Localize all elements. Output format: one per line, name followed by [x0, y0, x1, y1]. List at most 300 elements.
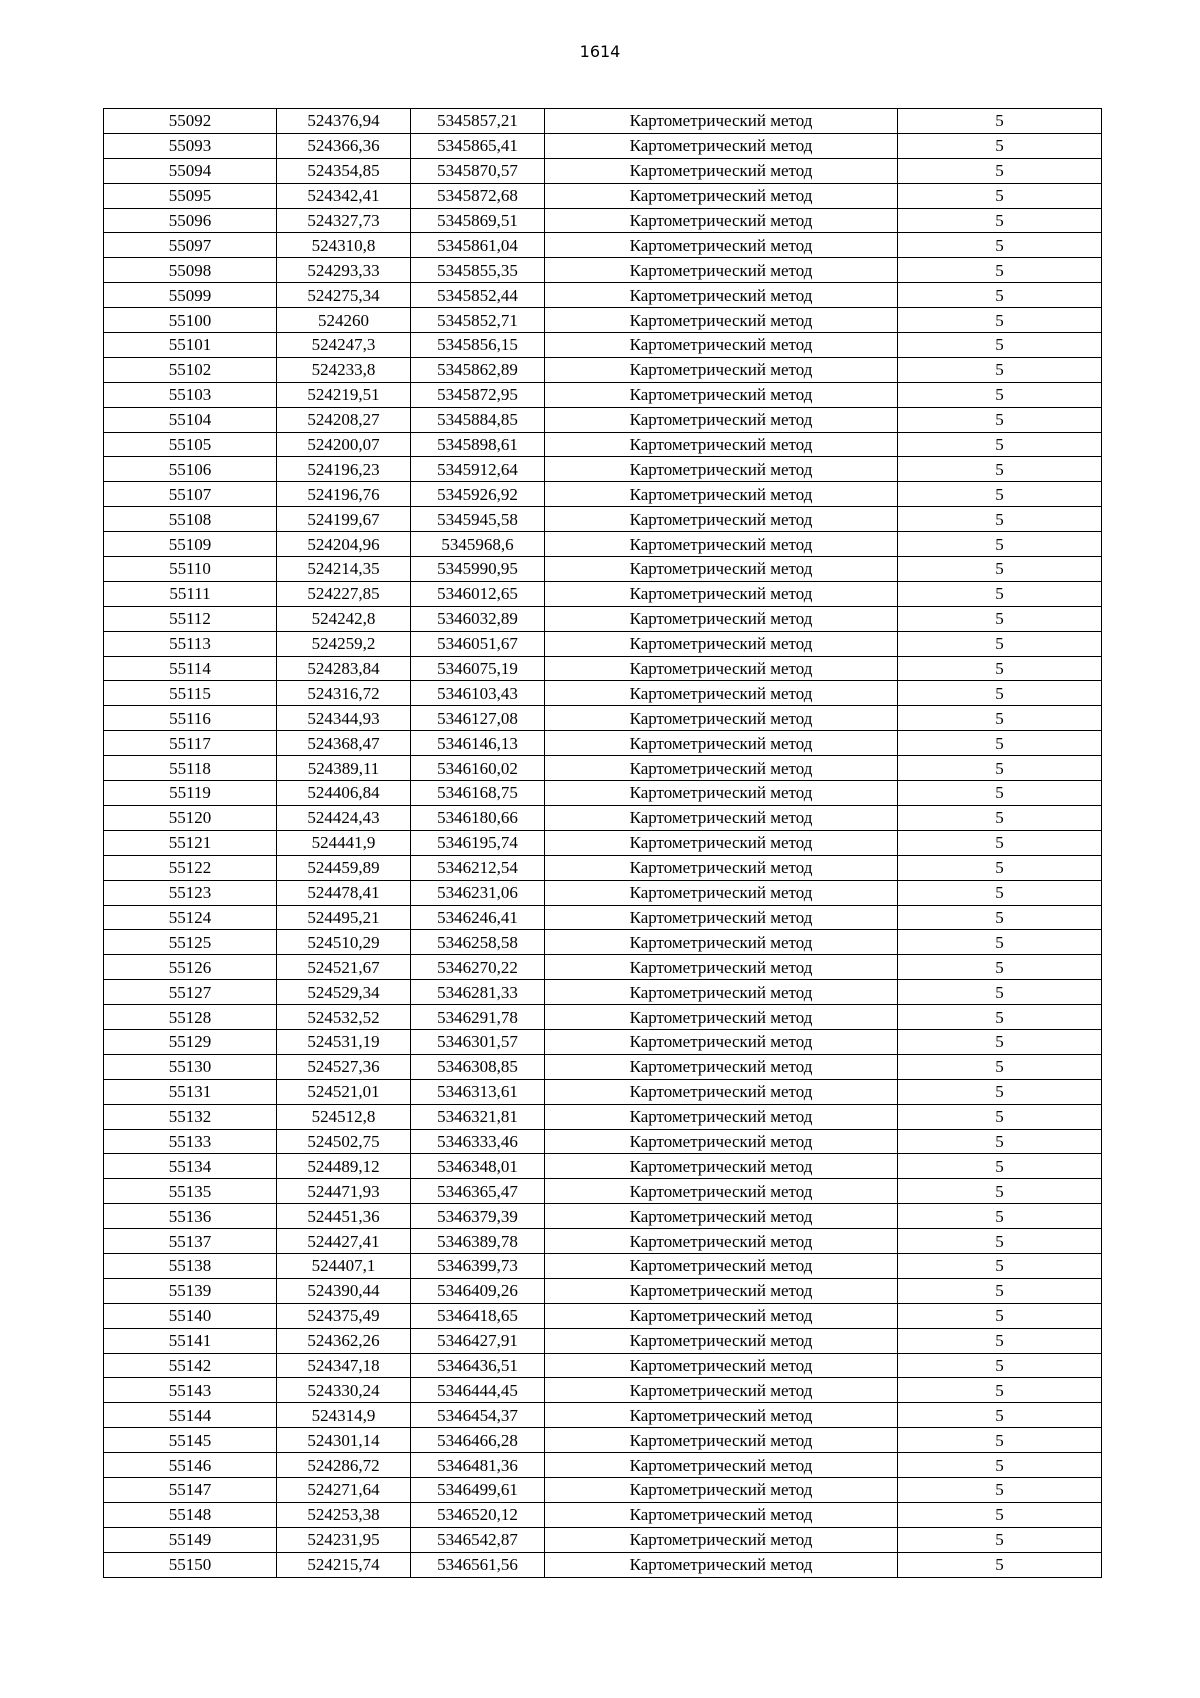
x-coordinate-cell: 524510,29 [277, 930, 411, 955]
y-coordinate-cell: 5346321,81 [411, 1104, 545, 1129]
accuracy-cell: 5 [898, 432, 1102, 457]
point-number-cell: 55122 [104, 855, 277, 880]
point-number-cell: 55136 [104, 1204, 277, 1229]
x-coordinate-cell: 524215,74 [277, 1552, 411, 1577]
table-row [104, 283, 1102, 308]
method-cell: Картометрический метод [545, 1502, 898, 1527]
point-number-cell: 55150 [104, 1552, 277, 1577]
x-coordinate-cell: 524196,23 [277, 457, 411, 482]
point-number-cell: 55114 [104, 656, 277, 681]
x-coordinate-cell: 524478,41 [277, 880, 411, 905]
x-coordinate-cell: 524233,8 [277, 357, 411, 382]
method-cell: Картометрический метод [545, 158, 898, 183]
method-cell: Картометрический метод [545, 781, 898, 806]
point-number-cell: 55098 [104, 258, 277, 283]
accuracy-cell: 5 [898, 905, 1102, 930]
accuracy-cell: 5 [898, 1552, 1102, 1577]
table-row [104, 109, 1102, 134]
method-cell: Картометрический метод [545, 830, 898, 855]
point-number-cell: 55128 [104, 1005, 277, 1030]
x-coordinate-cell: 524199,67 [277, 507, 411, 532]
method-cell: Картометрический метод [545, 631, 898, 656]
method-cell: Картометрический метод [545, 606, 898, 631]
accuracy-cell: 5 [898, 1204, 1102, 1229]
method-cell: Картометрический метод [545, 1054, 898, 1079]
method-cell: Картометрический метод [545, 1453, 898, 1478]
table-row [104, 1328, 1102, 1353]
accuracy-cell: 5 [898, 258, 1102, 283]
y-coordinate-cell: 5345852,44 [411, 283, 545, 308]
coordinates-table [103, 108, 1102, 1578]
accuracy-cell: 5 [898, 606, 1102, 631]
method-cell: Картометрический метод [545, 532, 898, 557]
x-coordinate-cell: 524330,24 [277, 1378, 411, 1403]
point-number-cell: 55144 [104, 1403, 277, 1428]
accuracy-cell: 5 [898, 1005, 1102, 1030]
accuracy-cell: 5 [898, 805, 1102, 830]
point-number-cell: 55116 [104, 706, 277, 731]
table-row [104, 507, 1102, 532]
method-cell: Картометрический метод [545, 1154, 898, 1179]
y-coordinate-cell: 5346012,65 [411, 581, 545, 606]
accuracy-cell: 5 [898, 930, 1102, 955]
y-coordinate-cell: 5346379,39 [411, 1204, 545, 1229]
y-coordinate-cell: 5346075,19 [411, 656, 545, 681]
accuracy-cell: 5 [898, 980, 1102, 1005]
point-number-cell: 55092 [104, 109, 277, 134]
x-coordinate-cell: 524521,67 [277, 955, 411, 980]
method-cell: Картометрический метод [545, 1428, 898, 1453]
y-coordinate-cell: 5346231,06 [411, 880, 545, 905]
x-coordinate-cell: 524242,8 [277, 606, 411, 631]
accuracy-cell: 5 [898, 1054, 1102, 1079]
point-number-cell: 55108 [104, 507, 277, 532]
point-number-cell: 55138 [104, 1253, 277, 1278]
table-row [104, 1403, 1102, 1428]
point-number-cell: 55115 [104, 681, 277, 706]
x-coordinate-cell: 524406,84 [277, 781, 411, 806]
table-row [104, 183, 1102, 208]
accuracy-cell: 5 [898, 855, 1102, 880]
accuracy-cell: 5 [898, 1353, 1102, 1378]
x-coordinate-cell: 524527,36 [277, 1054, 411, 1079]
accuracy-cell: 5 [898, 333, 1102, 358]
table-row [104, 905, 1102, 930]
point-number-cell: 55123 [104, 880, 277, 905]
x-coordinate-cell: 524471,93 [277, 1179, 411, 1204]
table-row [104, 1453, 1102, 1478]
table-row [104, 532, 1102, 557]
point-number-cell: 55105 [104, 432, 277, 457]
method-cell: Картометрический метод [545, 1403, 898, 1428]
accuracy-cell: 5 [898, 158, 1102, 183]
table-row [104, 1552, 1102, 1577]
method-cell: Картометрический метод [545, 880, 898, 905]
x-coordinate-cell: 524521,01 [277, 1079, 411, 1104]
y-coordinate-cell: 5345945,58 [411, 507, 545, 532]
y-coordinate-cell: 5345872,68 [411, 183, 545, 208]
y-coordinate-cell: 5346301,57 [411, 1029, 545, 1054]
point-number-cell: 55129 [104, 1029, 277, 1054]
page-number: 1614 [579, 42, 621, 61]
method-cell: Картометрический метод [545, 457, 898, 482]
y-coordinate-cell: 5345865,41 [411, 133, 545, 158]
x-coordinate-cell: 524375,49 [277, 1303, 411, 1328]
point-number-cell: 55109 [104, 532, 277, 557]
y-coordinate-cell: 5346427,91 [411, 1328, 545, 1353]
accuracy-cell: 5 [898, 208, 1102, 233]
x-coordinate-cell: 524512,8 [277, 1104, 411, 1129]
accuracy-cell: 5 [898, 1378, 1102, 1403]
point-number-cell: 55141 [104, 1328, 277, 1353]
x-coordinate-cell: 524427,41 [277, 1229, 411, 1254]
method-cell: Картометрический метод [545, 930, 898, 955]
accuracy-cell: 5 [898, 731, 1102, 756]
y-coordinate-cell: 5346313,61 [411, 1079, 545, 1104]
y-coordinate-cell: 5345852,71 [411, 308, 545, 333]
point-number-cell: 55126 [104, 955, 277, 980]
point-number-cell: 55103 [104, 382, 277, 407]
x-coordinate-cell: 524316,72 [277, 681, 411, 706]
point-number-cell: 55097 [104, 233, 277, 258]
point-number-cell: 55099 [104, 283, 277, 308]
point-number-cell: 55101 [104, 333, 277, 358]
point-number-cell: 55131 [104, 1079, 277, 1104]
accuracy-cell: 5 [898, 1129, 1102, 1154]
y-coordinate-cell: 5346409,26 [411, 1278, 545, 1303]
method-cell: Картометрический метод [545, 1328, 898, 1353]
y-coordinate-cell: 5346258,58 [411, 930, 545, 955]
accuracy-cell: 5 [898, 1403, 1102, 1428]
method-cell: Картометрический метод [545, 308, 898, 333]
accuracy-cell: 5 [898, 1079, 1102, 1104]
table-row [104, 1104, 1102, 1129]
table-row [104, 308, 1102, 333]
x-coordinate-cell: 524293,33 [277, 258, 411, 283]
table-row [104, 955, 1102, 980]
point-number-cell: 55100 [104, 308, 277, 333]
table-row [104, 1079, 1102, 1104]
accuracy-cell: 5 [898, 1502, 1102, 1527]
accuracy-cell: 5 [898, 880, 1102, 905]
y-coordinate-cell: 5346365,47 [411, 1179, 545, 1204]
accuracy-cell: 5 [898, 1477, 1102, 1502]
point-number-cell: 55111 [104, 581, 277, 606]
y-coordinate-cell: 5346436,51 [411, 1353, 545, 1378]
x-coordinate-cell: 524342,41 [277, 183, 411, 208]
point-number-cell: 55146 [104, 1453, 277, 1478]
x-coordinate-cell: 524532,52 [277, 1005, 411, 1030]
x-coordinate-cell: 524314,9 [277, 1403, 411, 1428]
method-cell: Картометрический метод [545, 1129, 898, 1154]
y-coordinate-cell: 5346389,78 [411, 1229, 545, 1254]
accuracy-cell: 5 [898, 1154, 1102, 1179]
x-coordinate-cell: 524227,85 [277, 581, 411, 606]
y-coordinate-cell: 5346444,45 [411, 1378, 545, 1403]
accuracy-cell: 5 [898, 283, 1102, 308]
accuracy-cell: 5 [898, 1428, 1102, 1453]
accuracy-cell: 5 [898, 183, 1102, 208]
table-row [104, 457, 1102, 482]
y-coordinate-cell: 5345862,89 [411, 357, 545, 382]
table-row [104, 1502, 1102, 1527]
x-coordinate-cell: 524424,43 [277, 805, 411, 830]
y-coordinate-cell: 5345870,57 [411, 158, 545, 183]
table-row [104, 382, 1102, 407]
table-row [104, 1029, 1102, 1054]
point-number-cell: 55104 [104, 407, 277, 432]
method-cell: Картометрический метод [545, 109, 898, 134]
method-cell: Картометрический метод [545, 482, 898, 507]
table-row [104, 258, 1102, 283]
accuracy-cell: 5 [898, 233, 1102, 258]
y-coordinate-cell: 5346246,41 [411, 905, 545, 930]
y-coordinate-cell: 5345912,64 [411, 457, 545, 482]
x-coordinate-cell: 524362,26 [277, 1328, 411, 1353]
method-cell: Картометрический метод [545, 1477, 898, 1502]
accuracy-cell: 5 [898, 581, 1102, 606]
point-number-cell: 55127 [104, 980, 277, 1005]
point-number-cell: 55112 [104, 606, 277, 631]
point-number-cell: 55130 [104, 1054, 277, 1079]
accuracy-cell: 5 [898, 1104, 1102, 1129]
point-number-cell: 55095 [104, 183, 277, 208]
table-row [104, 656, 1102, 681]
point-number-cell: 55132 [104, 1104, 277, 1129]
x-coordinate-cell: 524231,95 [277, 1527, 411, 1552]
table-row [104, 233, 1102, 258]
point-number-cell: 55137 [104, 1229, 277, 1254]
x-coordinate-cell: 524489,12 [277, 1154, 411, 1179]
point-number-cell: 55143 [104, 1378, 277, 1403]
y-coordinate-cell: 5346291,78 [411, 1005, 545, 1030]
accuracy-cell: 5 [898, 457, 1102, 482]
x-coordinate-cell: 524208,27 [277, 407, 411, 432]
y-coordinate-cell: 5346308,85 [411, 1054, 545, 1079]
method-cell: Картометрический метод [545, 507, 898, 532]
accuracy-cell: 5 [898, 830, 1102, 855]
accuracy-cell: 5 [898, 382, 1102, 407]
table-row [104, 333, 1102, 358]
point-number-cell: 55096 [104, 208, 277, 233]
accuracy-cell: 5 [898, 407, 1102, 432]
y-coordinate-cell: 5345884,85 [411, 407, 545, 432]
y-coordinate-cell: 5346195,74 [411, 830, 545, 855]
table-row [104, 756, 1102, 781]
x-coordinate-cell: 524327,73 [277, 208, 411, 233]
accuracy-cell: 5 [898, 357, 1102, 382]
x-coordinate-cell: 524344,93 [277, 706, 411, 731]
table-row [104, 706, 1102, 731]
method-cell: Картометрический метод [545, 1253, 898, 1278]
table-row [104, 432, 1102, 457]
point-number-cell: 55094 [104, 158, 277, 183]
x-coordinate-cell: 524283,84 [277, 656, 411, 681]
y-coordinate-cell: 5346168,75 [411, 781, 545, 806]
point-number-cell: 55145 [104, 1428, 277, 1453]
method-cell: Картометрический метод [545, 1229, 898, 1254]
point-number-cell: 55117 [104, 731, 277, 756]
y-coordinate-cell: 5345872,95 [411, 382, 545, 407]
method-cell: Картометрический метод [545, 233, 898, 258]
method-cell: Картометрический метод [545, 1278, 898, 1303]
x-coordinate-cell: 524260 [277, 308, 411, 333]
x-coordinate-cell: 524219,51 [277, 382, 411, 407]
table-row [104, 482, 1102, 507]
point-number-cell: 55107 [104, 482, 277, 507]
table-row [104, 1154, 1102, 1179]
method-cell: Картометрический метод [545, 1204, 898, 1229]
x-coordinate-cell: 524275,34 [277, 283, 411, 308]
method-cell: Картометрический метод [545, 258, 898, 283]
y-coordinate-cell: 5345990,95 [411, 557, 545, 582]
y-coordinate-cell: 5346481,36 [411, 1453, 545, 1478]
table-row [104, 631, 1102, 656]
point-number-cell: 55140 [104, 1303, 277, 1328]
accuracy-cell: 5 [898, 1527, 1102, 1552]
x-coordinate-cell: 524286,72 [277, 1453, 411, 1478]
table-row [104, 930, 1102, 955]
method-cell: Картометрический метод [545, 1104, 898, 1129]
y-coordinate-cell: 5345857,21 [411, 109, 545, 134]
accuracy-cell: 5 [898, 706, 1102, 731]
y-coordinate-cell: 5346103,43 [411, 681, 545, 706]
point-number-cell: 55113 [104, 631, 277, 656]
accuracy-cell: 5 [898, 109, 1102, 134]
y-coordinate-cell: 5346418,65 [411, 1303, 545, 1328]
table-row [104, 1005, 1102, 1030]
x-coordinate-cell: 524459,89 [277, 855, 411, 880]
accuracy-cell: 5 [898, 1453, 1102, 1478]
method-cell: Картометрический метод [545, 706, 898, 731]
accuracy-cell: 5 [898, 1328, 1102, 1353]
point-number-cell: 55148 [104, 1502, 277, 1527]
method-cell: Картометрический метод [545, 1527, 898, 1552]
method-cell: Картометрический метод [545, 905, 898, 930]
y-coordinate-cell: 5346466,28 [411, 1428, 545, 1453]
table-row [104, 980, 1102, 1005]
x-coordinate-cell: 524502,75 [277, 1129, 411, 1154]
table-row [104, 855, 1102, 880]
x-coordinate-cell: 524390,44 [277, 1278, 411, 1303]
method-cell: Картометрический метод [545, 1005, 898, 1030]
x-coordinate-cell: 524253,38 [277, 1502, 411, 1527]
coordinates-table-body [104, 109, 1102, 1578]
method-cell: Картометрический метод [545, 681, 898, 706]
table-row [104, 1378, 1102, 1403]
table-row [104, 357, 1102, 382]
point-number-cell: 55121 [104, 830, 277, 855]
accuracy-cell: 5 [898, 781, 1102, 806]
method-cell: Картометрический метод [545, 1179, 898, 1204]
method-cell: Картометрический метод [545, 333, 898, 358]
method-cell: Картометрический метод [545, 208, 898, 233]
accuracy-cell: 5 [898, 482, 1102, 507]
point-number-cell: 55106 [104, 457, 277, 482]
method-cell: Картометрический метод [545, 656, 898, 681]
table-row [104, 830, 1102, 855]
method-cell: Картометрический метод [545, 183, 898, 208]
accuracy-cell: 5 [898, 532, 1102, 557]
method-cell: Картометрический метод [545, 382, 898, 407]
x-coordinate-cell: 524495,21 [277, 905, 411, 930]
table-row [104, 781, 1102, 806]
point-number-cell: 55135 [104, 1179, 277, 1204]
x-coordinate-cell: 524441,9 [277, 830, 411, 855]
table-row [104, 1527, 1102, 1552]
y-coordinate-cell: 5346454,37 [411, 1403, 545, 1428]
x-coordinate-cell: 524407,1 [277, 1253, 411, 1278]
y-coordinate-cell: 5345869,51 [411, 208, 545, 233]
x-coordinate-cell: 524301,14 [277, 1428, 411, 1453]
y-coordinate-cell: 5346212,54 [411, 855, 545, 880]
y-coordinate-cell: 5346399,73 [411, 1253, 545, 1278]
point-number-cell: 55149 [104, 1527, 277, 1552]
x-coordinate-cell: 524368,47 [277, 731, 411, 756]
point-number-cell: 55133 [104, 1129, 277, 1154]
method-cell: Картометрический метод [545, 1079, 898, 1104]
point-number-cell: 55110 [104, 557, 277, 582]
method-cell: Картометрический метод [545, 557, 898, 582]
accuracy-cell: 5 [898, 1179, 1102, 1204]
method-cell: Картометрический метод [545, 756, 898, 781]
table-row [104, 1054, 1102, 1079]
x-coordinate-cell: 524376,94 [277, 109, 411, 134]
accuracy-cell: 5 [898, 308, 1102, 333]
point-number-cell: 55120 [104, 805, 277, 830]
point-number-cell: 55142 [104, 1353, 277, 1378]
x-coordinate-cell: 524214,35 [277, 557, 411, 582]
point-number-cell: 55147 [104, 1477, 277, 1502]
point-number-cell: 55124 [104, 905, 277, 930]
table-row [104, 1477, 1102, 1502]
y-coordinate-cell: 5345861,04 [411, 233, 545, 258]
accuracy-cell: 5 [898, 656, 1102, 681]
table-row [104, 1353, 1102, 1378]
method-cell: Картометрический метод [545, 955, 898, 980]
y-coordinate-cell: 5346160,02 [411, 756, 545, 781]
x-coordinate-cell: 524196,76 [277, 482, 411, 507]
table-row [104, 1253, 1102, 1278]
table-row [104, 1303, 1102, 1328]
y-coordinate-cell: 5346281,33 [411, 980, 545, 1005]
x-coordinate-cell: 524271,64 [277, 1477, 411, 1502]
method-cell: Картометрический метод [545, 1378, 898, 1403]
accuracy-cell: 5 [898, 1253, 1102, 1278]
x-coordinate-cell: 524347,18 [277, 1353, 411, 1378]
y-coordinate-cell: 5345968,6 [411, 532, 545, 557]
x-coordinate-cell: 524389,11 [277, 756, 411, 781]
table-row [104, 1204, 1102, 1229]
y-coordinate-cell: 5346333,46 [411, 1129, 545, 1154]
accuracy-cell: 5 [898, 1029, 1102, 1054]
y-coordinate-cell: 5346348,01 [411, 1154, 545, 1179]
point-number-cell: 55134 [104, 1154, 277, 1179]
table-row [104, 805, 1102, 830]
y-coordinate-cell: 5345926,92 [411, 482, 545, 507]
method-cell: Картометрический метод [545, 407, 898, 432]
accuracy-cell: 5 [898, 133, 1102, 158]
x-coordinate-cell: 524247,3 [277, 333, 411, 358]
method-cell: Картометрический метод [545, 855, 898, 880]
y-coordinate-cell: 5346146,13 [411, 731, 545, 756]
y-coordinate-cell: 5346499,61 [411, 1477, 545, 1502]
y-coordinate-cell: 5345856,15 [411, 333, 545, 358]
y-coordinate-cell: 5345855,35 [411, 258, 545, 283]
accuracy-cell: 5 [898, 1303, 1102, 1328]
table-row [104, 606, 1102, 631]
x-coordinate-cell: 524259,2 [277, 631, 411, 656]
